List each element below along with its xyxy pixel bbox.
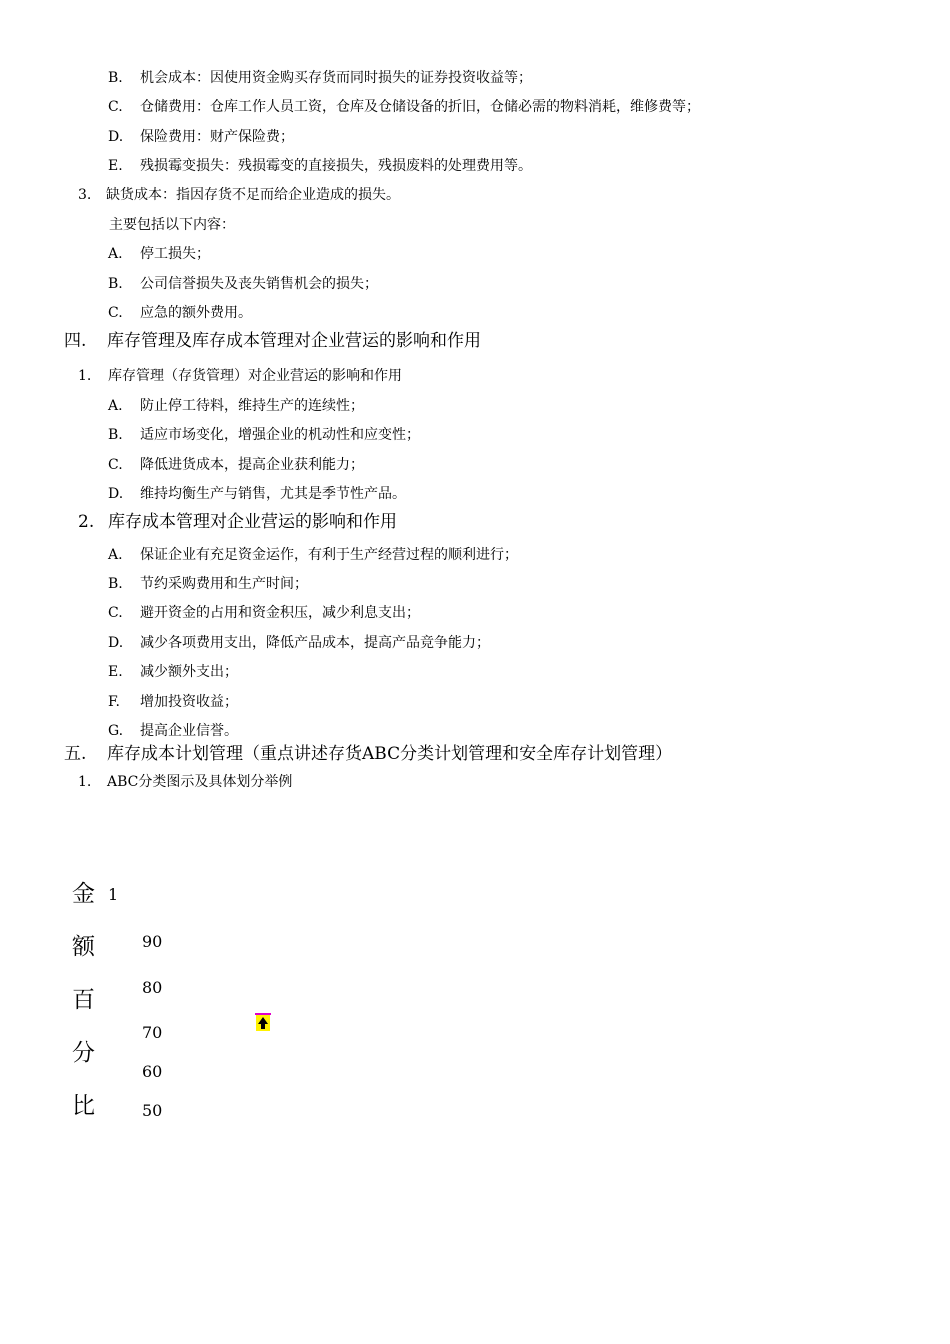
list-marker: A. xyxy=(108,547,123,563)
list-marker: D. xyxy=(108,486,124,502)
list-item xyxy=(108,455,364,475)
list-marker: C. xyxy=(108,457,123,473)
list-item xyxy=(108,97,700,117)
list-text: 公司信誉损失及丧失销售机会的损失； xyxy=(140,276,378,292)
list-marker: D. xyxy=(108,635,124,651)
list-text: 应急的额外费用。 xyxy=(140,305,252,321)
list-item xyxy=(108,484,406,504)
list-item xyxy=(108,692,238,712)
list-item xyxy=(78,772,292,792)
list-item xyxy=(108,274,378,294)
y-tick-label: 90 xyxy=(142,932,163,951)
y-axis-label-char: 额 xyxy=(72,934,95,960)
list-marker: C. xyxy=(108,605,123,621)
list-marker: C. xyxy=(108,99,123,115)
cursor-icon xyxy=(255,1013,271,1031)
list-text: 缺货成本：指因存货不足而给企业造成的损失。 xyxy=(106,187,400,203)
list-text: 库存管理（存货管理）对企业营运的影响和作用 xyxy=(108,368,402,384)
list-text: 增加投资收益； xyxy=(140,694,238,710)
paragraph-text: 主要包括以下内容： xyxy=(109,217,235,233)
list-marker: G. xyxy=(108,723,124,739)
subsection-heading xyxy=(78,511,397,533)
list-text: 保证企业有充足资金运作，有利于生产经营过程的顺利进行； xyxy=(140,547,518,563)
section-heading xyxy=(64,743,672,765)
list-item xyxy=(108,244,210,264)
list-text: 仓储费用：仓库工作人员工资，仓库及仓储设备的折旧，仓储必需的物料消耗，维修费等； xyxy=(140,99,700,115)
list-text: 减少额外支出； xyxy=(140,664,238,680)
list-marker: C. xyxy=(108,305,123,321)
list-marker: F. xyxy=(108,694,120,710)
list-item xyxy=(108,721,238,741)
list-text: 防止停工待料，维持生产的连续性； xyxy=(140,398,364,414)
list-marker: 1. xyxy=(78,774,92,790)
subsection-number: 2. xyxy=(78,512,95,532)
list-item xyxy=(108,603,420,623)
list-item xyxy=(108,633,490,653)
list-marker: B. xyxy=(108,276,123,292)
y-axis-label-char: 分 xyxy=(72,1040,95,1066)
list-marker: A. xyxy=(108,398,123,414)
list-text: 机会成本：因使用资金购买存货而同时损失的证券投资收益等； xyxy=(140,70,532,86)
list-item xyxy=(78,366,402,386)
list-text: 维持均衡生产与销售，尤其是季节性产品。 xyxy=(140,486,406,502)
y-tick-label: 1 xyxy=(108,885,119,904)
list-marker: B. xyxy=(108,576,123,592)
list-text: 停工损失； xyxy=(140,246,210,262)
list-text: ABC分类图示及具体划分举例 xyxy=(107,774,293,790)
list-text: 减少各项费用支出，降低产品成本，提高产品竞争能力； xyxy=(140,635,490,651)
list-marker: D. xyxy=(108,129,124,145)
list-text: 节约采购费用和生产时间； xyxy=(140,576,308,592)
y-tick-label: 50 xyxy=(142,1101,163,1120)
list-marker: E. xyxy=(108,158,123,174)
list-item xyxy=(108,662,238,682)
list-item xyxy=(108,574,308,594)
list-item xyxy=(108,425,420,445)
y-tick-label: 60 xyxy=(142,1062,163,1081)
list-marker: E. xyxy=(108,664,123,680)
list-item xyxy=(108,68,532,88)
y-axis-label-char: 百 xyxy=(72,987,95,1013)
list-text: 避开资金的占用和资金积压，减少利息支出； xyxy=(140,605,420,621)
list-text: 保险费用：财产保险费； xyxy=(140,129,294,145)
list-item xyxy=(108,127,294,147)
y-tick-label: 70 xyxy=(142,1023,163,1042)
list-item xyxy=(108,156,532,176)
section-number: 四. xyxy=(64,331,87,351)
list-marker: B. xyxy=(108,427,123,443)
list-text: 提高企业信誉。 xyxy=(140,723,238,739)
list-marker: B. xyxy=(108,70,123,86)
y-axis-label-char: 比 xyxy=(72,1093,95,1119)
list-item xyxy=(108,396,364,416)
list-marker: 1. xyxy=(78,368,92,384)
list-item xyxy=(78,185,400,205)
list-item xyxy=(108,303,252,323)
y-axis-label-char: 金 xyxy=(72,881,95,907)
y-tick-label: 80 xyxy=(142,978,163,997)
section-number: 五. xyxy=(64,744,87,764)
paragraph xyxy=(109,215,235,235)
section-title: 库存成本计划管理（重点讲述存货ABC分类计划管理和安全库存计划管理） xyxy=(107,744,673,764)
section-title: 库存管理及库存成本管理对企业营运的影响和作用 xyxy=(107,331,481,351)
list-marker: 3. xyxy=(78,187,92,203)
list-marker: A. xyxy=(108,246,123,262)
subsection-title: 库存成本管理对企业营运的影响和作用 xyxy=(108,512,397,532)
list-text: 残损霉变损失：残损霉变的直接损失，残损废料的处理费用等。 xyxy=(140,158,532,174)
list-text: 降低进货成本，提高企业获利能力； xyxy=(140,457,364,473)
list-item xyxy=(108,545,518,565)
section-heading xyxy=(64,330,481,352)
list-text: 适应市场变化，增强企业的机动性和应变性； xyxy=(140,427,420,443)
